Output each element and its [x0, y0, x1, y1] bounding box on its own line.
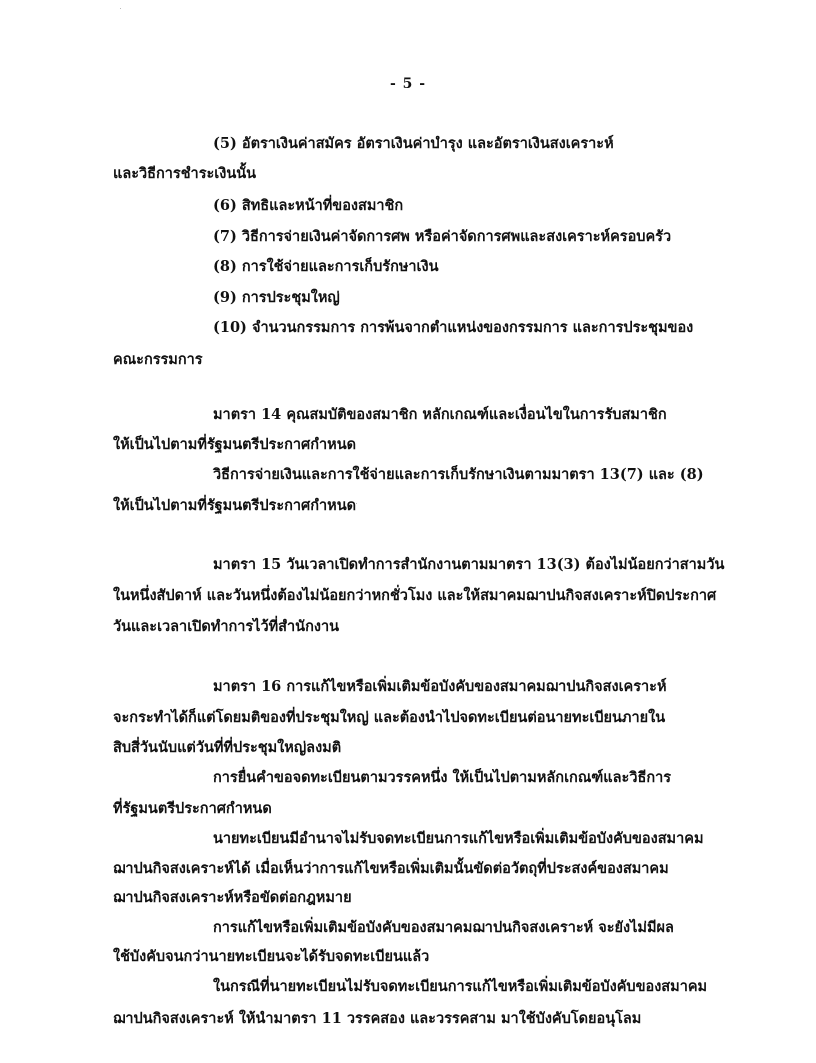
text-line: สิบสี่วันนับแต่วันที่ที่ประชุมใหญ่ลงมติ — [113, 739, 342, 756]
text-line: นายทะเบียนมีอำนาจไม่รับจดทะเบียนการแก้ไขหรือเพิ่มเติมข้อบังคับของสมาคม — [213, 830, 704, 847]
text-line: มาตรา 16 การแก้ไขหรือเพิ่มเติมข้อบังคับของสมาคมฌาปนกิจสงเคราะห์ — [213, 678, 667, 695]
text-line: ในกรณีที่นายทะเบียนไม่รับจดทะเบียนการแก้ไขหรือเพิ่มเติมข้อบังคับของสมาคม — [213, 978, 708, 995]
text-line: (9) การประชุมใหญ่ — [213, 289, 340, 306]
page-number: - 5 - — [389, 76, 427, 92]
text-line: (7) วิธีการจ่ายเงินค่าจัดการศพ หรือค่าจัดการศพและสงเคราะห์ครอบครัว — [213, 228, 672, 245]
text-line: ใช้บังคับจนกว่านายทะเบียนจะได้รับจดทะเบียนแล้ว — [113, 948, 430, 965]
scan-speck — [356, 503, 357, 504]
text-line: (6) สิทธิและหน้าที่ของสมาชิก — [213, 197, 404, 214]
text-line: มาตรา 14 คุณสมบัติของสมาชิก หลักเกณฑ์และเงื่อนไขในการรับสมาชิก — [213, 406, 667, 423]
text-line: (8) การใช้จ่ายและการเก็บรักษาเงิน — [213, 258, 439, 275]
text-line: และวิธีการชำระเงินนั้น — [113, 165, 257, 182]
text-line: (10) จำนวนกรรมการ การพ้นจากตำแหน่งของกรรมการ และการประชุมของ — [213, 319, 694, 336]
text-line: มาตรา 15 วันเวลาเปิดทำการสำนักงานตามมาตรา 13(3) ต้องไม่น้อยกว่าสามวัน — [213, 556, 725, 573]
text-line: ในหนึ่งสัปดาห์ และวันหนึ่งต้องไม่น้อยกว่าหกชั่วโมง และให้สมาคมฌาปนกิจสงเคราะห์ปิดประกาศ — [113, 587, 717, 604]
text-line: คณะกรรมการ — [113, 351, 203, 368]
text-line: ฌาปนกิจสงเคราะห์ ให้นำมาตรา 11 วรรคสอง และวรรคสาม มาใช้บังคับโดยอนุโลม — [113, 1010, 642, 1027]
text-line: ให้เป็นไปตามที่รัฐมนตรีประกาศกำหนด — [113, 497, 357, 514]
text-line: ฌาปนกิจสงเคราะห์ได้ เมื่อเห็นว่าการแก้ไขหรือเพิ่มเติมนั้นขัดต่อวัตถุที่ประสงค์ของสมาคม — [113, 860, 669, 877]
text-line: ฌาปนกิจสงเคราะห์หรือขัดต่อกฎหมาย — [113, 889, 352, 906]
text-line: วันและเวลาเปิดทำการไว้ที่สำนักงาน — [113, 618, 339, 635]
text-line: การยื่นคำขอจดทะเบียนตามวรรคหนึ่ง ให้เป็นไปตามหลักเกณฑ์และวิธีการ — [213, 769, 672, 786]
text-line: ให้เป็นไปตามที่รัฐมนตรีประกาศกำหนด — [113, 436, 357, 453]
text-line: การแก้ไขหรือเพิ่มเติมข้อบังคับของสมาคมฌาปนกิจสงเคราะห์ จะยังไม่มีผล — [213, 919, 674, 936]
text-line: วิธีการจ่ายเงินและการใช้จ่ายและการเก็บรักษาเงินตามมาตรา 13(7) และ (8) — [213, 466, 704, 483]
text-line: ที่รัฐมนตรีประกาศกำหนด — [113, 800, 272, 817]
text-line: (5) อัตราเงินค่าสมัคร อัตราเงินค่าบำรุง และอัตราเงินสงเคราะห์ — [213, 135, 614, 152]
text-line: จะกระทำได้ก็แต่โดยมติของที่ประชุมใหญ่ และต้องนำไปจดทะเบียนต่อนายทะเบียนภายใน — [113, 709, 666, 726]
scan-speck — [120, 8, 121, 9]
